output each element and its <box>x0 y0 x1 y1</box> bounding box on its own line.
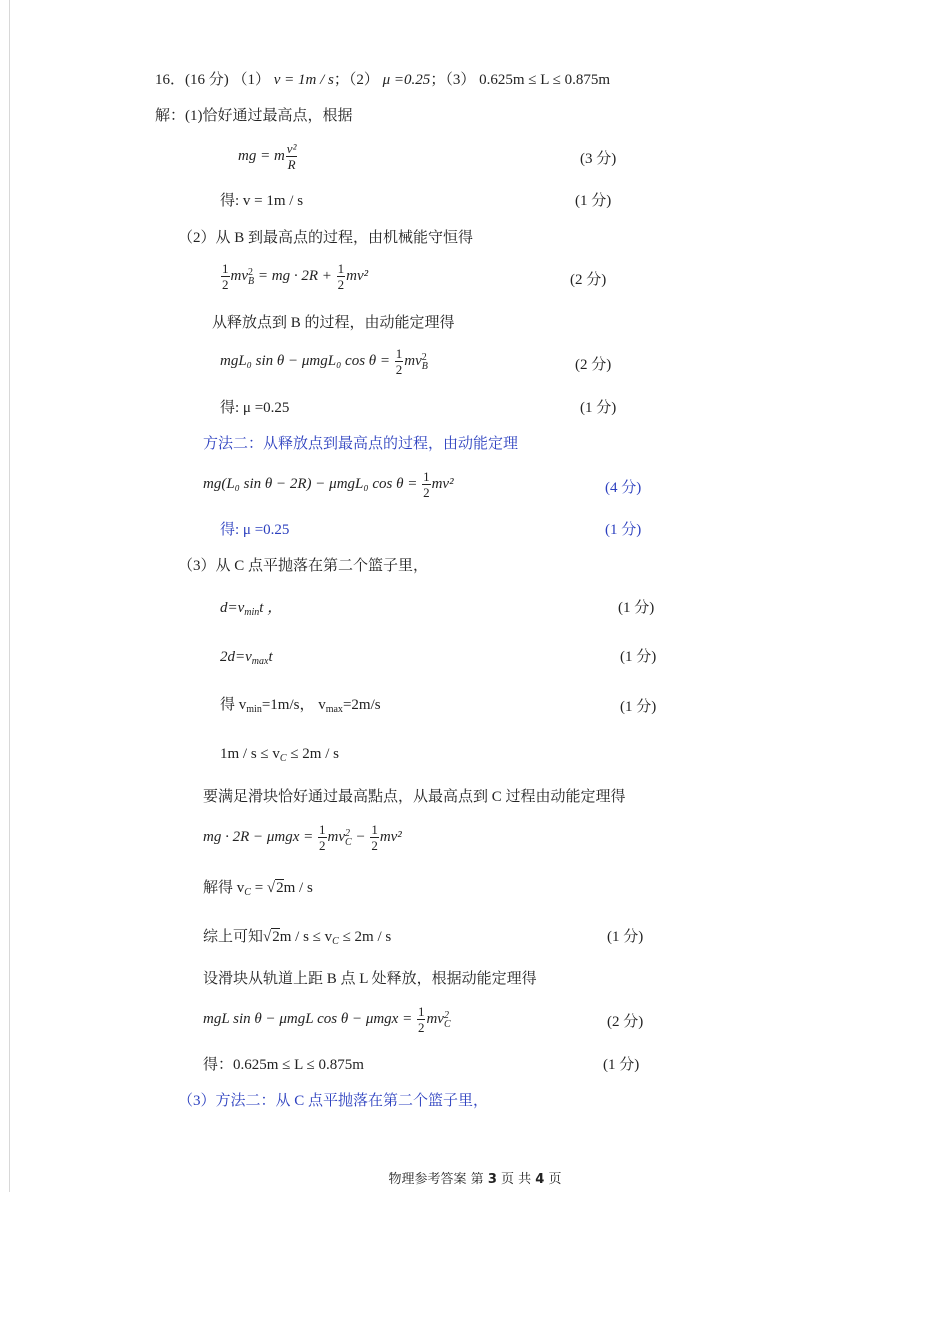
footer-page-number: 3 <box>487 1172 497 1187</box>
eq7-b: ≤ 2m / s <box>286 746 339 762</box>
question-header <box>155 70 610 90</box>
equation-3 <box>220 347 428 376</box>
eq2-frac-b-num: 1 <box>337 261 345 276</box>
answer-1: v = 1m / s <box>273 72 334 88</box>
eq2-term3: mv² <box>346 267 369 284</box>
equation-11 <box>203 1005 451 1034</box>
eq9-b: = √ <box>250 880 276 896</box>
eq2-term1: mv <box>230 267 248 284</box>
eq2-frac-a-num: 1 <box>222 261 229 276</box>
eq11-sup-sub: 2 C <box>443 1009 451 1030</box>
eq3-sup-sub: 2 B <box>421 351 428 372</box>
part2-intro2: 从释放点到 B 的过程，由动能定理得 <box>212 315 455 331</box>
res2-score: (1 分) <box>580 400 617 416</box>
eq1-lhs: mg = m <box>238 147 285 164</box>
eq6-a: 得 v <box>220 697 247 713</box>
eq3-num: 1 <box>395 346 403 361</box>
res3-score: (1 分) <box>603 1057 640 1073</box>
eq7-a: 1m / s ≤ v <box>220 746 280 762</box>
equation-8 <box>203 823 402 852</box>
eq1-den: R <box>287 157 296 172</box>
eq4-sub: min <box>244 607 260 618</box>
setup-line: 设滑块从轨道上距 B 点 L 处释放，根据动能定理得 <box>203 971 537 987</box>
eq8-b: − <box>351 828 370 845</box>
footer-text-a: 物理参考答案 第 <box>388 1172 488 1187</box>
eq6-b: =1m/s， v <box>261 697 326 713</box>
eq11-rhs: mv <box>426 1010 444 1027</box>
method2-title: 方法二：从释放点到最高点的过程，由动能定理 <box>203 436 519 452</box>
footer-text-c: 页 <box>544 1172 562 1187</box>
eq4-score: (1 分) <box>618 600 655 616</box>
res1-score: (1 分) <box>575 193 612 209</box>
eq11-score: (2 分) <box>607 1014 644 1030</box>
answer-3: 0.625m ≤ L ≤ 0.875m <box>479 72 610 88</box>
eq5-a: 2d=v <box>220 649 252 665</box>
eq11-lhs: mgL sin θ − μmgL cos θ − μmgx = <box>203 1010 416 1027</box>
equation-2 <box>220 262 368 291</box>
eq8-t2: mv² <box>379 828 402 845</box>
footer-total-pages: 4 <box>535 1172 545 1187</box>
eq5-sub: max <box>251 656 269 667</box>
part2-intro: （2）从 B 到最高点的过程，由机械能守恒得 <box>178 230 474 246</box>
eq6-c: =2m/s <box>342 697 381 713</box>
eq6-sub2: max <box>325 704 343 715</box>
equation-6 <box>220 695 381 720</box>
eq6-score: (1 分) <box>620 699 657 715</box>
eq6-sub1: min <box>246 704 262 715</box>
part3-label: ；（3） <box>430 72 476 88</box>
eq10-sub: C <box>332 936 339 947</box>
eq8-frac-a: $\frac{1}{2}$ <box>319 822 326 853</box>
eq11-fraction: $\frac{1}{2}$ <box>417 1004 425 1035</box>
method2-frac-den: 2 <box>423 485 430 500</box>
eq4-a: d=v <box>220 600 245 616</box>
eq9-sub: C <box>244 887 251 898</box>
solution-label: 解：(1)恰好通过最高点，根据 <box>155 108 353 124</box>
eq2-term2: = mg · 2R + <box>254 267 336 284</box>
page-edge-line <box>9 0 10 1192</box>
eq1-fraction <box>286 142 298 171</box>
eq3-lhs: mgL₀ sin θ − μmgL₀ cos θ = <box>220 352 394 369</box>
method2-equation <box>203 470 454 499</box>
eq9-d: m / s <box>283 880 313 896</box>
method2-result: 得: μ =0.25 <box>220 522 290 538</box>
equation-9 <box>203 878 313 903</box>
eq4-b: t ， <box>259 600 283 616</box>
eq2-frac-b <box>337 262 346 291</box>
part1-label: （1） <box>232 72 271 88</box>
eq10-radicand: 2 <box>272 929 280 945</box>
method2-frac-num: 1 <box>423 469 430 484</box>
eq9-radicand: 2 <box>276 880 284 896</box>
eq2-frac-a <box>221 262 230 291</box>
answer-2: μ =0.25 <box>382 72 431 88</box>
method3-line: （3）方法二：从 C 点平抛落在第二个篮子里， <box>178 1093 489 1109</box>
requirement-line: 要满足滑块恰好通过最高點点，从最高点到 C 过程由动能定理得 <box>203 789 626 805</box>
method2-eq-score: (4 分) <box>605 480 642 496</box>
method2-eq-lhs: mg(L₀ sin θ − 2R) − μmgL₀ cos θ = <box>203 475 422 492</box>
eq2-frac-b-den: 2 <box>337 277 345 292</box>
footer-text-b: 页 共 <box>496 1172 536 1187</box>
eq10-c: m / s ≤ v <box>279 929 333 945</box>
eq2-score: (2 分) <box>570 272 607 288</box>
page-footer <box>0 1168 950 1187</box>
eq3-den: 2 <box>395 362 403 377</box>
part2-label: ；（2） <box>333 72 379 88</box>
method2-res-score: (1 分) <box>605 522 642 538</box>
eq10-d: ≤ 2m / s <box>338 929 392 945</box>
result-1: 得: v = 1m / s <box>220 193 304 209</box>
eq1-score: (3 分) <box>580 151 617 167</box>
eq8-t1: mv <box>327 828 346 845</box>
eq10-score: (1 分) <box>607 929 644 945</box>
eq3-rhs: mv <box>404 352 422 369</box>
eq10-a: 综上可知√ <box>203 929 272 945</box>
part3-intro: （3）从 C 点平抛落在第二个篮子里， <box>178 558 429 574</box>
method2-fraction <box>422 470 431 499</box>
method2-eq-rhs: mv² <box>431 475 454 492</box>
eq2-sup-sub: 2 B <box>248 266 255 287</box>
eq7-sub: C <box>279 753 287 764</box>
eq3-score: (2 分) <box>575 357 612 373</box>
eq9-a: 解得 v <box>203 880 245 896</box>
equation-5 <box>220 647 273 672</box>
equation-1 <box>238 142 298 171</box>
eq3-fraction <box>395 347 404 376</box>
result-2: 得: μ =0.25 <box>220 400 290 416</box>
eq5-b: t <box>268 649 273 665</box>
eq8-frac-b: $\frac{1}{2}$ <box>371 822 378 853</box>
question-number: 16．(16 分) <box>155 72 229 88</box>
equation-7 <box>220 744 339 769</box>
eq1-num: v² <box>286 141 297 156</box>
result-3: 得：0.625m ≤ L ≤ 0.875m <box>203 1057 364 1073</box>
eq8-sup-sub: 2 C <box>345 827 352 848</box>
eq2-frac-a-den: 2 <box>222 277 229 292</box>
equation-4 <box>220 598 282 623</box>
equation-10 <box>203 927 391 952</box>
eq8-a: mg · 2R − μmgx = <box>203 828 318 845</box>
eq5-score: (1 分) <box>620 649 657 665</box>
